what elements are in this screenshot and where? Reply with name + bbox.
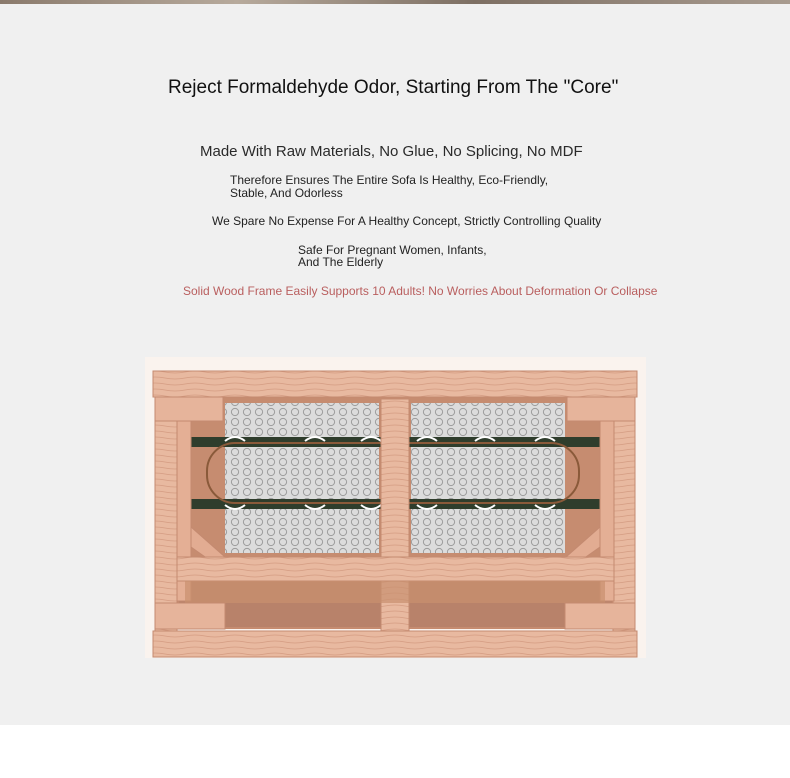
side-post-left xyxy=(155,421,177,633)
corner-block-bottom-left xyxy=(155,603,225,629)
solid-wood-frame-illustration xyxy=(145,357,646,658)
paragraph-eco-friendly xyxy=(230,174,548,200)
top-rail xyxy=(153,371,637,397)
middle-rail xyxy=(177,557,614,581)
corner-block-top-right xyxy=(567,397,635,421)
paragraph-eco-friendly-line-2: Stable, And Odorless xyxy=(230,186,343,200)
paragraph-safety xyxy=(298,244,487,268)
paragraph-safety-line-1: Safe For Pregnant Women, Infants, xyxy=(298,243,487,257)
paragraph-safety-line-2: And The Elderly xyxy=(298,255,384,269)
highlight-note: Solid Wood Frame Easily Supports 10 Adults! No Worries About Deformation Or Collapse xyxy=(183,284,658,298)
side-post-right xyxy=(613,421,635,633)
paragraph-eco-friendly-line-1: Therefore Ensures The Entire Sofa Is Healthy, Eco-Friendly, xyxy=(230,173,549,187)
subheading: Made With Raw Materials, No Glue, No Splicing, No MDF xyxy=(200,143,583,160)
bottom-rail xyxy=(153,631,637,657)
spring-mesh-right xyxy=(411,403,565,553)
spring-mesh-left xyxy=(225,403,379,553)
corner-block-bottom-right xyxy=(565,603,635,629)
paragraph-quality: We Spare No Expense For A Healthy Concept, Strictly Controlling Quality xyxy=(212,214,602,228)
corner-block-top-left xyxy=(155,397,223,421)
headline: Reject Formaldehyde Odor, Starting From The "Core" xyxy=(168,77,619,98)
